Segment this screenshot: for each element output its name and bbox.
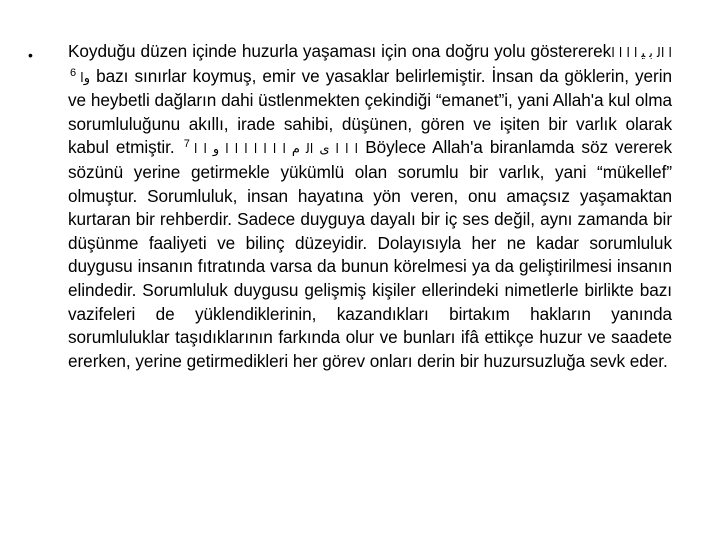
arabic-quote-1: ﺍ ﺍﻟ ﺑ ﻴ ﺍ ﺍ ﺍ ﺍ ﻭﺍ	[80, 45, 672, 85]
footnote-ref-7: 7	[183, 138, 190, 151]
text-segment-2: bazı sınırlar koymuş, emir ve yasaklar belirlemiştir. İnsan da göklerin, yerin ve heybetli dağların dahi üstlenmekten çekindiği “emanet”i, yani Allah'a kul olma sorumluluğunu akıllı, irade sahibi, düşünen, gören ve işiten bir varlık olarak kabul etmiştir.	[68, 65, 672, 158]
bullet-item	[28, 40, 672, 373]
text-segment-3: Böylece Allah'a biranlamda söz vererek sözünü yerine getirmekle yükümlü olan sorumlu bir varlık, yani “mükellef” olmuştur. Sorumluluk, insan hayatına yön veren, onu amaçsız yaşamaktan kurtaran bir rehberdir. Sadece duyguya dayalı bir iç ses değil, aynı zamanda bir düşünme faaliyeti ve bilinç düzeyidir. Dolayısıyla her ne kadar sorumluluk duygusu insanın fıtratında varsa da bunun körelmesi ya da geliştirilmesi insanın elindedir. Sorumluluk duygusu gelişmiş kişiler ellerindeki nimetlerle birlikte bazı vazifeleri de yüklendiklerinin, kazandıkları birtakım hakların yanında sorumluluklar taşıdıklarının farkında olur ve bunları ifâ ettikçe huzur ve saadete ererken, yerine getirmedikleri her görev onları derin bir huzursuzluğa sevk eder.	[68, 137, 673, 371]
body-paragraph	[28, 40, 672, 373]
bullet-marker: •	[28, 47, 33, 63]
arabic-quote-2: ﺍ ﺍ ﺍ ﻯ ﺍﻟ ﻡ ﺍ ﺍ ﺍ ﺍ ﺍ ﺍ ﺍ ﻭ ﺍ ﺍ	[193, 141, 359, 157]
footnote-ref-6: 6	[70, 66, 77, 79]
text-segment-1: Koyduğu düzen içinde huzurla yaşaması için ona doğru yolu göstererek	[68, 41, 612, 61]
